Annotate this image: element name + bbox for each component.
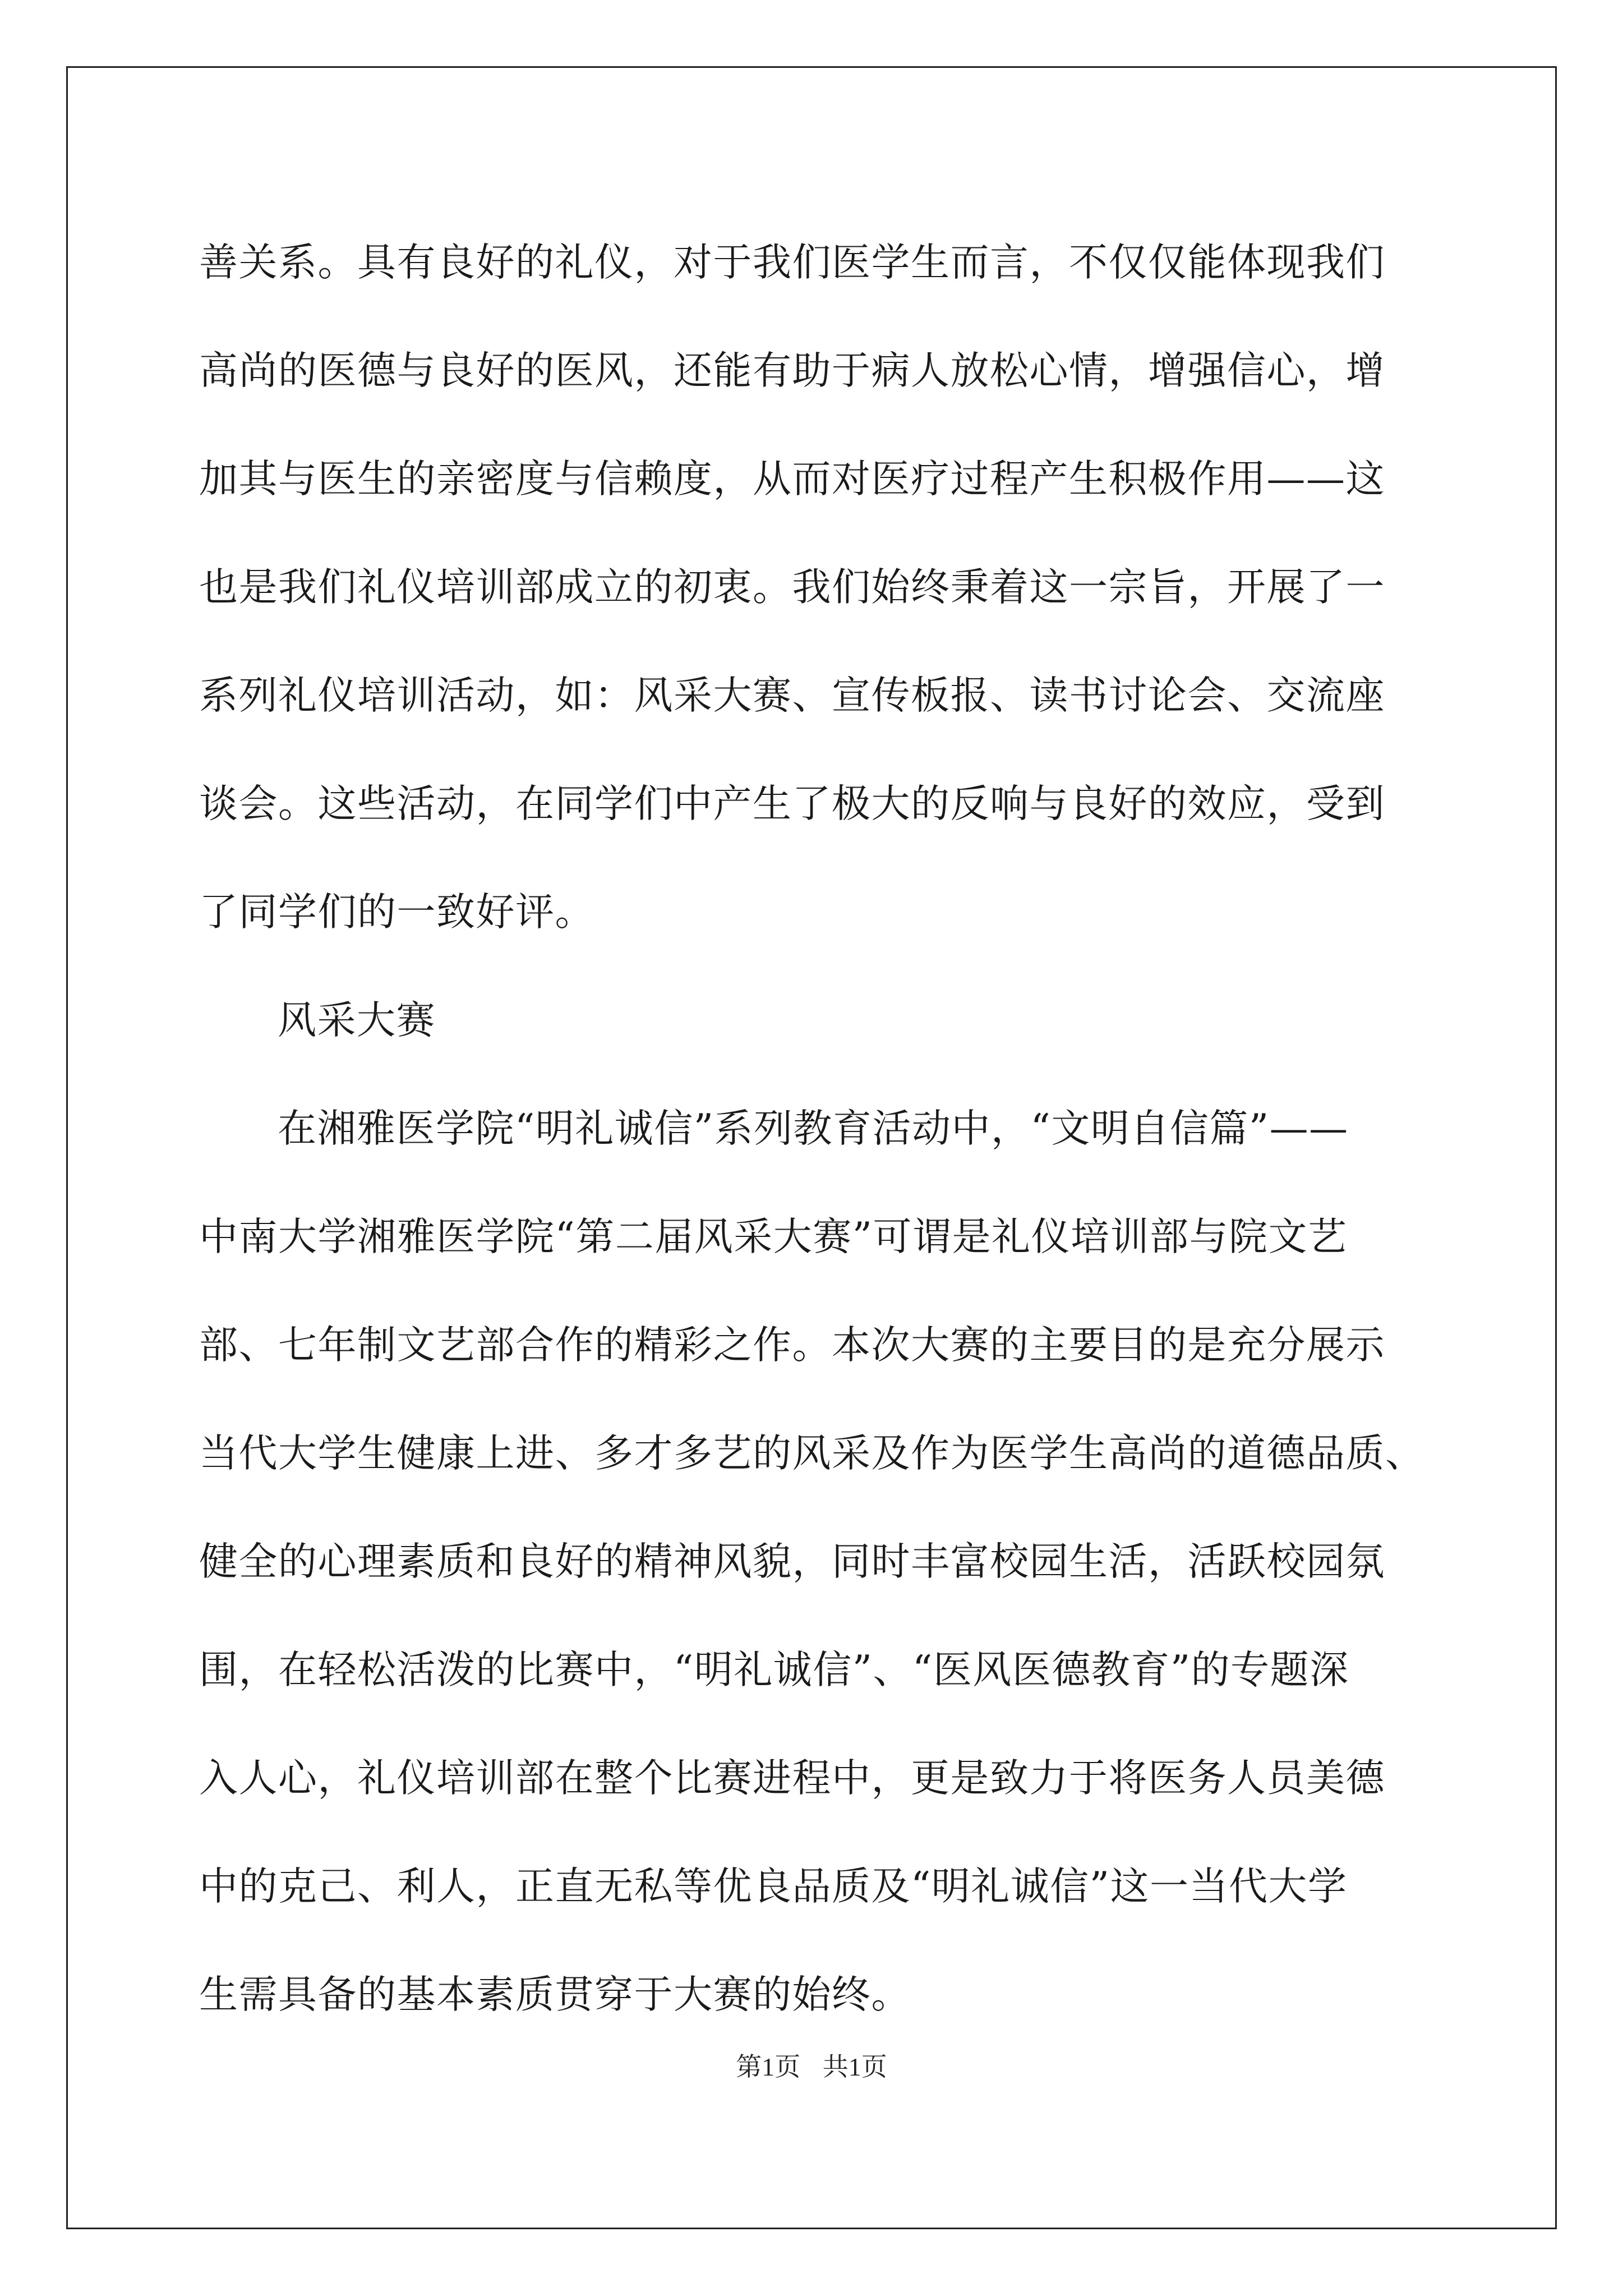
- section-heading: [199, 967, 1438, 1075]
- text-line: 加其与医生的亲密度与信赖度，从而对医疗过程产生积极作用——这: [199, 457, 1385, 501]
- paragraph-intro: [199, 209, 1438, 967]
- text-line: 围，在轻松活泼的比赛中，“明礼诚信”、“医风医德教育”的专题深: [199, 1648, 1349, 1692]
- page-footer: [0, 2046, 1623, 2083]
- text-line: 生需具备的基本素质贯穿于大赛的始终。: [199, 1972, 911, 2017]
- text-line: 中南大学湘雅医学院“第二届风采大赛”可谓是礼仪培训部与院文艺: [199, 1214, 1348, 1259]
- page-total: 共1页: [822, 2053, 887, 2081]
- text-line: 部、七年制文艺部合作的精彩之作。本次大赛的主要目的是充分展示: [199, 1323, 1385, 1368]
- text-line: 也是我们礼仪培训部成立的初衷。我们始终秉着这一宗旨，开展了一: [199, 565, 1385, 610]
- text-line: 谈会。这些活动，在同学们中产生了极大的反响与良好的效应，受到: [199, 781, 1385, 826]
- text-line: 当代大学生健康上进、多才多艺的风采及作为医学生高尚的道德品质、: [199, 1431, 1425, 1476]
- document-body: [199, 209, 1438, 2049]
- text-line: 健全的心理素质和良好的精神风貌，同时丰富校园生活，活跃校园氛: [199, 1539, 1385, 1584]
- text-line: 中的克己、利人，正直无私等优良品质及“明礼诚信”这一当代大学: [199, 1864, 1348, 1909]
- text-line: 高尚的医德与良好的医风，还能有助于病人放松心情，增强信心，增: [199, 348, 1385, 393]
- text-line: 在湘雅医学院“明礼诚信”系列教育活动中，“文明自信篇”——: [278, 1106, 1349, 1151]
- text-line: 善关系。具有良好的礼仪，对于我们医学生而言，不仅仅能体现我们: [199, 240, 1385, 285]
- page-number: 第1页: [736, 2053, 801, 2081]
- paragraph-contest: [199, 1075, 1438, 2049]
- text-line: 了同学们的一致好评。: [199, 890, 594, 935]
- section-heading-text: 风采大赛: [278, 998, 436, 1043]
- text-line: 系列礼仪培训活动，如：风采大赛、宣传板报、读书讨论会、交流座: [199, 673, 1385, 718]
- text-line: 入人心，礼仪培训部在整个比赛进程中，更是致力于将医务人员美德: [199, 1756, 1385, 1801]
